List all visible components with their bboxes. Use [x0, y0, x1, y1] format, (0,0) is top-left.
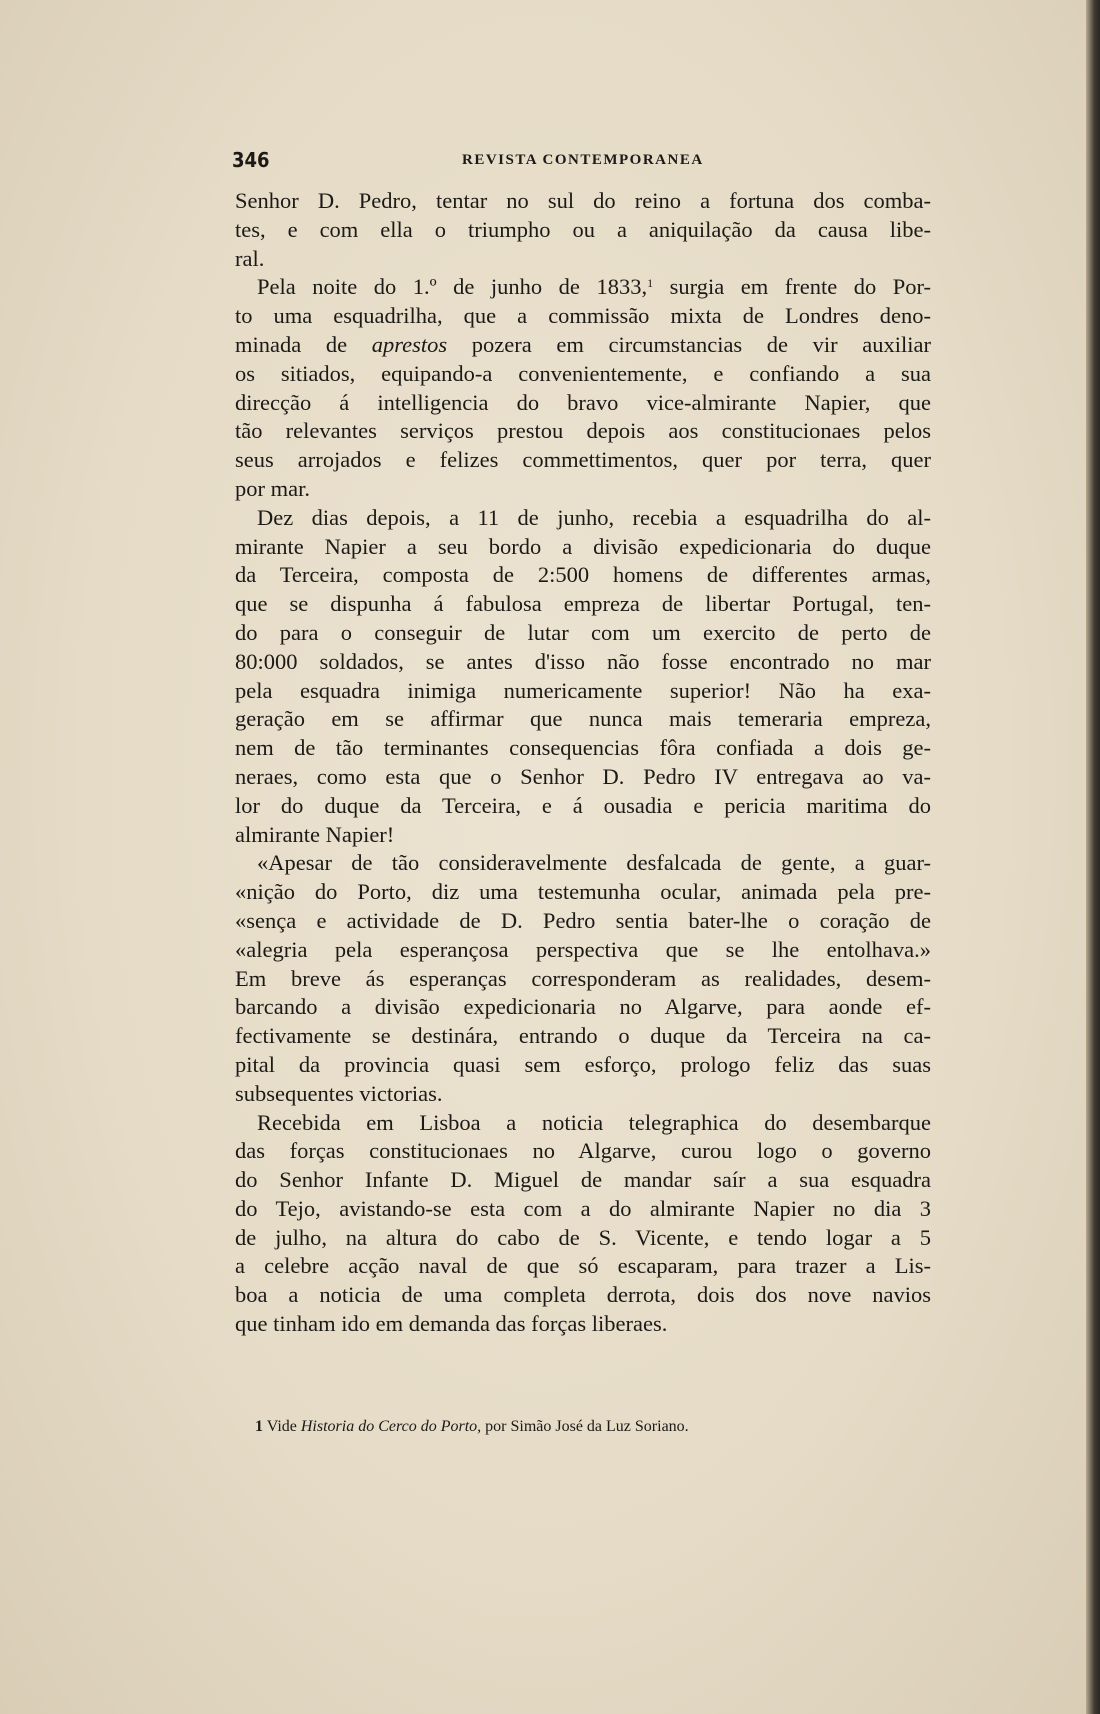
text-line: de julho, na altura do cabo de S. Vicente, e tendo logar a 5: [235, 1224, 931, 1250]
text-line: tes, e com ella o triumpho ou a aniquilação da causa libe-: [235, 216, 931, 242]
italic-word: aprestos: [371, 331, 448, 357]
footnote-title: Historia do Cerco do Porto,: [300, 1418, 482, 1435]
text-line: neraes, como esta que o Senhor D. Pedro IV entregava ao va-: [235, 763, 931, 789]
text-line: barcando a divisão expedicionaria no Algarve, para aonde ef-: [235, 994, 931, 1020]
text-line: das forças constitucionaes no Algarve, curou logo o governo: [235, 1138, 931, 1164]
text-line: lor do duque da Terceira, e á ousadia e pericia maritima do: [235, 792, 931, 818]
text-line: que se dispunha á fabulosa empreza de libertar Portugal, ten-: [235, 591, 931, 617]
text-line: [235, 273, 931, 302]
text-line: da Terceira, composta de 2:500 homens de differentes armas,: [235, 562, 931, 588]
footnote: [255, 1418, 689, 1436]
text-line: pital da provincia quasi sem esforço, prologo feliz das suas: [235, 1051, 931, 1077]
text-line: geração em se affirmar que nunca mais temeraria empreza,: [235, 706, 931, 732]
text-line: almirante Napier!: [235, 821, 395, 847]
footnote-prefix: Vide: [266, 1418, 297, 1435]
footnote-suffix: por Simão José da Luz Soriano.: [485, 1418, 689, 1435]
text-line: fectivamente se destinára, entrando o duque da Terceira na ca-: [235, 1023, 931, 1049]
text-line: «sença e actividade de D. Pedro sentia bater-lhe o coração de: [235, 907, 931, 933]
text-line: do Tejo, avistando-se esta com a do almirante Napier no dia 3: [235, 1195, 931, 1221]
line-text: surgia em frente do Por-: [669, 274, 932, 300]
text-line: ral.: [235, 245, 265, 271]
line-text: minada de: [235, 331, 348, 357]
page-header: [232, 148, 932, 172]
text-line: «Apesar de tão consideravelmente desfalcada de gente, a guar-: [257, 850, 931, 876]
text-line: Em breve ás esperanças corresponderam as realidades, desem-: [235, 965, 931, 991]
text-line: por mar.: [235, 475, 310, 501]
text-line: Senhor D. Pedro, tentar no sul do reino a fortuna dos comba-: [235, 188, 931, 213]
text-line: mirante Napier a seu bordo a divisão expedicionaria do duque: [235, 533, 931, 559]
text-line: boa a noticia de uma completa derrota, dois dos nove navios: [235, 1282, 931, 1308]
text-line: do para o conseguir de lutar com um exercito de perto de: [235, 619, 931, 645]
line-text: pozera em circumstancias de vir auxiliar: [471, 331, 932, 357]
text-line: tão relevantes serviços prestou depois aos constitucionaes pelos: [235, 418, 931, 444]
text-line: os sitiados, equipando-a convenientemente, e confiando a sua: [235, 360, 931, 386]
text-line: «nição do Porto, diz uma testemunha ocular, animada pela pre-: [235, 879, 931, 905]
footnote-number: 1: [255, 1418, 263, 1435]
text-line: seus arrojados e felizes commettimentos, quer por terra, quer: [235, 447, 931, 473]
text-line: pela esquadra inimiga numericamente superior! Não ha exa-: [235, 677, 931, 703]
text-line: to uma esquadrilha, que a commissão mixta de Londres deno-: [235, 303, 931, 329]
running-title: REVISTA CONTEMPORANEA: [462, 152, 704, 168]
line-text: Pela noite do 1.º de junho de 1833,: [257, 274, 648, 300]
text-line: Dez dias depois, a 11 de junho, recebia a esquadrilha do al-: [257, 504, 931, 530]
text-line: «alegria pela esperançosa perspectiva que se lhe entolhava.»: [235, 936, 931, 962]
text-line: direcção á intelligencia do bravo vice-almirante Napier, que: [235, 389, 931, 415]
body-text: [235, 187, 931, 1339]
page-edge: [1086, 0, 1100, 1714]
text-line: subsequentes victorias.: [235, 1080, 443, 1106]
text-line: nem de tão terminantes consequencias fôra confiada a dois ge-: [235, 735, 931, 761]
text-line: [235, 331, 931, 360]
page-number: 346: [232, 148, 270, 172]
text-line: do Senhor Infante D. Miguel de mandar saír a sua esquadra: [235, 1167, 931, 1193]
footnote-ref: 1: [647, 276, 654, 291]
text-line: Recebida em Lisboa a noticia telegraphica do desembarque: [257, 1109, 931, 1135]
text-line: 80:000 soldados, se antes d'isso não fosse encontrado no mar: [235, 648, 931, 674]
text-line: que tinham ido em demanda das forças liberaes.: [235, 1311, 668, 1337]
text-line: a celebre acção naval de que só escaparam, para trazer a Lis-: [235, 1253, 931, 1279]
